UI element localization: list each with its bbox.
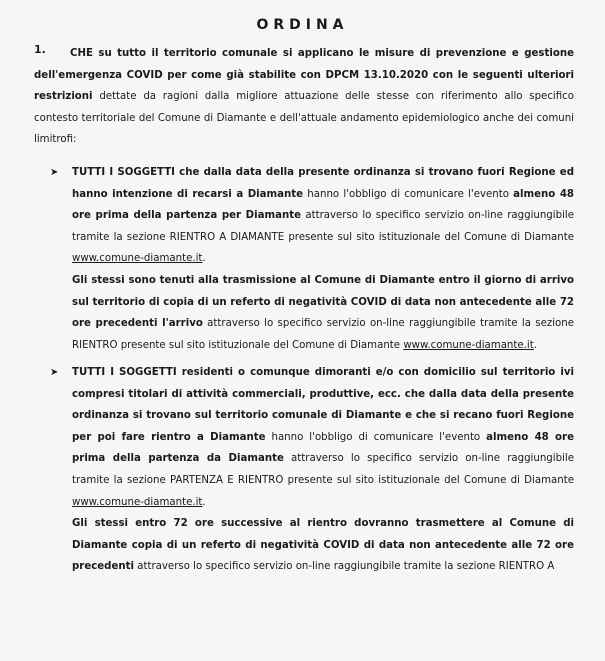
arrowhead-bullet-icon: ➤ [50,167,59,178]
body-text: attraverso lo specifico servizio on-line raggiungibile tramite la sezione RIENTRO presente sul sito istituzionale del Comune di Diamante [72,318,574,351]
bullet-paragraph [72,513,574,578]
body-text: attraverso lo specifico servizio on-line raggiungibile tramite la sezione RIENTRO A DIAMANTE presente sul sito istituzionale del Comune di Diamante [72,210,575,243]
bold-text: TUTTI I SOGGETTI che dalla data della presente ordinanza si trovano fuori Regione ed hanno intenzione di recarsi a Diamante [72,167,574,200]
bullet-paragraph [72,362,574,513]
bold-text: Gli stessi entro 72 ore successive al rientro dovranno trasmettere al Comune di Diamante copia di un referto di negatività COVID di data non antecedente alle 72 ore precedenti [72,518,574,573]
website-link[interactable]: www.comune-diamante.it [403,339,534,351]
bold-text: Gli stessi sono tenuti alla trasmissione al Comune di Diamante entro il giorno di arrivo sul territorio di copia di un referto di negatività COVID di data non antecedente alle 72 ore precedenti l'arrivo [72,274,574,330]
arrowhead-bullet-icon: ➤ [50,367,59,378]
bullet-item-incoming [50,162,575,356]
body-text: attraverso lo specifico servizio on-line raggiungibile tramite la sezione PARTENZA E RIENTRO presente sul sito istituzionale del Comune di Diamante [72,453,574,486]
bullet-paragraph [72,162,574,270]
intro-text: dettate da ragioni dalla migliore attuazione delle stesse con riferimento allo specifico contesto territoriale del Comune di Diamante e dell'attuale andamento epidemiologico anche dei comuni limitrofi: [34,91,574,145]
body-text: hanno l'obbligo di comunicare l'evento [265,431,487,443]
bold-text: almeno 48 ore prima della partenza per Diamante [72,188,575,222]
intro-bold-text: CHE su tutto il territorio comunale si applicano le misure di prevenzione e gestione dell'emergenza COVID per come già stabilite con DPCM 13.10.2020 con le seguenti ulteriori restrizioni [34,48,574,102]
bullet-item-residents [50,362,574,578]
bold-text: TUTTI I SOGGETTI residenti o comunque dimoranti e/o con domicilio sul territorio ivi compresi titolari di attività commerciali, produttive, ecc. che dalla data della presente ordinanza si trovano sul territorio comunale di Diamante e che si recano fuori Regione per poi fare rientro a Diamante [72,367,574,443]
website-link[interactable]: www.comune-diamante.it [72,253,203,265]
website-link[interactable]: www.comune-diamante.it [72,496,203,508]
item-number: 1. [34,43,46,56]
bullet-paragraph [72,270,574,356]
bold-text: almeno 48 ore prima della partenza da Diamante [72,431,574,465]
body-text: . [533,339,537,351]
intro-paragraph [34,43,574,151]
body-text: attraverso lo specifico servizio on-line raggiungibile tramite la sezione RIENTRO A [134,561,555,573]
body-text: . [202,496,206,508]
body-text: hanno l'obbligo di comunicare l'evento [303,188,514,200]
body-text: . [202,253,206,265]
page-title: ORDINA [256,17,349,33]
